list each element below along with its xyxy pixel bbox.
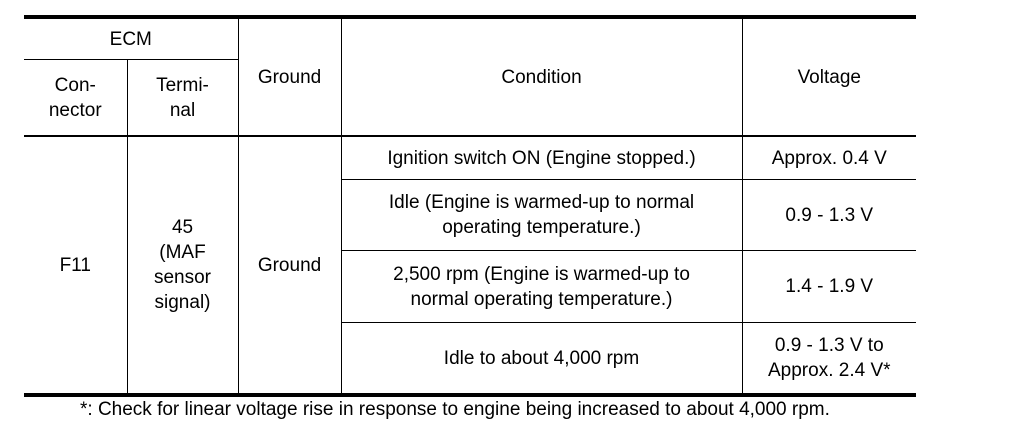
terminal-header: [127, 60, 238, 137]
voltage-line1: 1.4 - 1.9 V: [785, 276, 874, 297]
voltage-header: [742, 17, 916, 136]
ground-header: [238, 17, 341, 136]
condition-line2: operating temperature.): [442, 217, 641, 238]
voltage-line1: 0.9 - 1.3 V to: [774, 335, 884, 356]
condition-cell: [341, 180, 742, 251]
terminal-header-line2: nal: [169, 99, 196, 121]
voltage-cell: [742, 323, 916, 396]
terminal-cell: [127, 136, 238, 395]
condition-header: [341, 17, 742, 136]
voltage-cell: [742, 136, 916, 180]
terminal-value-line3: sensor: [153, 267, 212, 288]
ground-cell: [238, 136, 341, 395]
condition-line2: normal operating temperature.): [410, 288, 673, 310]
condition-cell: [341, 323, 742, 396]
voltage-header-label: Voltage: [797, 66, 861, 88]
condition-header-label: Condition: [501, 66, 582, 88]
condition-cell: [341, 251, 742, 323]
voltage-cell: [742, 180, 916, 251]
ecm-voltage-table: [24, 15, 916, 397]
terminal-header-line1: Termi-: [156, 74, 209, 96]
condition-cell: [341, 136, 742, 180]
condition-line1: 2,500 rpm (Engine is warmed-up to: [393, 263, 690, 285]
terminal-value-line4: signal): [154, 292, 211, 313]
footnote: *: Check for linear voltage rise in response to engine being increased to about 4,000 rpm.: [80, 399, 830, 420]
voltage-line2: Approx. 2.4 V*: [768, 360, 891, 381]
voltage-cell: [742, 251, 916, 323]
connector-cell: [24, 136, 127, 395]
ground-header-label: Ground: [257, 66, 322, 88]
connector-value: F11: [59, 254, 91, 276]
terminal-value-line2: (MAF: [159, 242, 206, 263]
voltage-line1: 0.9 - 1.3 V: [785, 204, 874, 226]
terminal-value-line1: 45: [171, 217, 194, 238]
ecm-header-label: ECM: [109, 28, 152, 50]
condition-line1: Idle (Engine is warmed-up to normal: [388, 192, 695, 213]
connector-header-line2: nector: [48, 99, 102, 121]
connector-header-line1: Con-: [54, 74, 96, 96]
ecm-header: [24, 17, 238, 60]
header-row-1: [24, 17, 916, 60]
condition-line1: Idle to about 4,000 rpm: [443, 347, 640, 369]
ground-value: Ground: [257, 254, 322, 276]
connector-header: [24, 60, 127, 137]
condition-line1: Ignition switch ON (Engine stopped.): [387, 147, 696, 169]
voltage-line1: Approx. 0.4 V: [771, 147, 887, 169]
table-row: [24, 136, 916, 180]
